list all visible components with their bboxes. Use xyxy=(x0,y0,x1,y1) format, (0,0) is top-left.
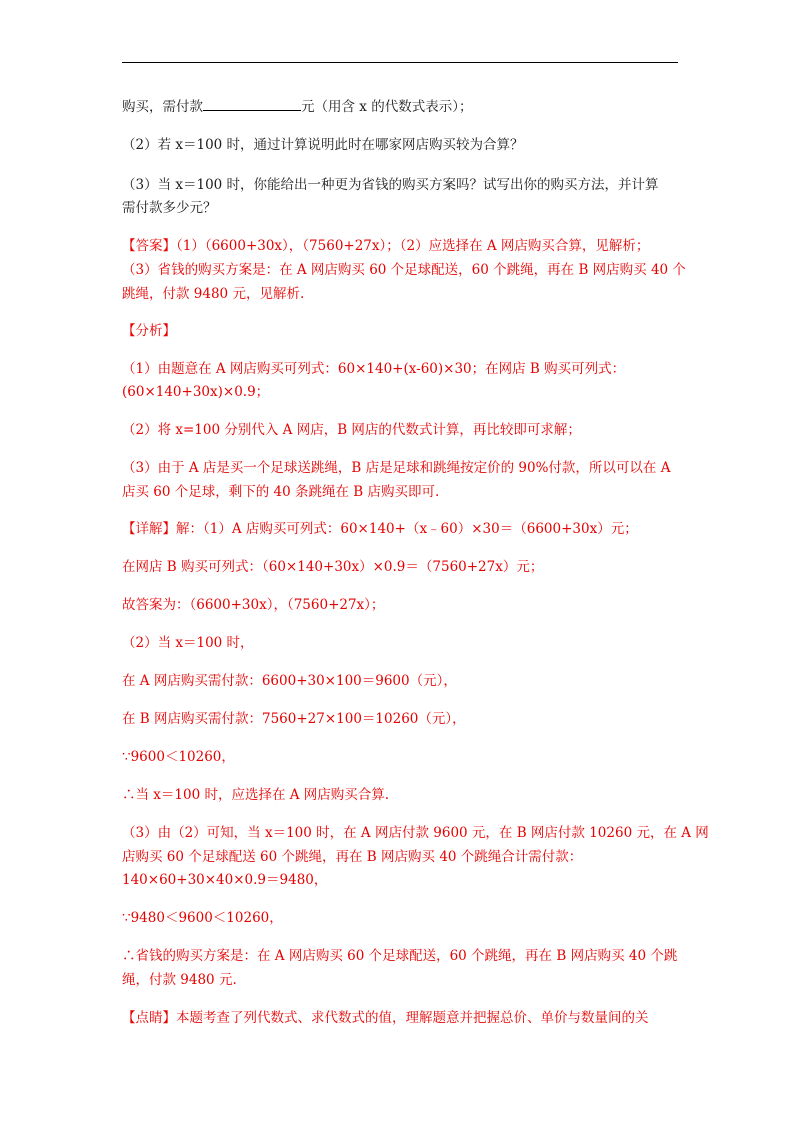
detail-line-4: （2）当 x＝100 时， xyxy=(122,635,254,651)
question-3-line-2: 需付款多少元？ xyxy=(122,200,217,216)
answer-blank xyxy=(203,98,301,111)
comment-line: 【点睛】本题考查了列代数式、求代数式的值，理解题意并把握总价、单价与数量间的关 xyxy=(122,1010,649,1026)
detail-line-1: 【详解】解：（1）A 店购买可列式：60×140+（x﹣60）×30＝（6600+30x）元； xyxy=(122,521,638,537)
answer-line-2: （3）省钱的购买方案是：在 A 网店购买 60 个足球配送，60 个跳绳，再在 B 网店购买 40 个 xyxy=(122,262,686,278)
detail-line-7: ∵9600＜10260， xyxy=(122,749,235,765)
detail-line-6: 在 B 网店购买需付款：7560+27×100＝10260（元）， xyxy=(122,711,466,727)
detail-line-10: 店购买 60 个足球配送 60 个跳绳，再在 B 网店购买 40 个跳绳合计需付款： xyxy=(122,849,583,865)
question-1-line xyxy=(122,98,472,116)
question-2: （2）若 x＝100 时，通过计算说明此时在哪家网店购买较为合算？ xyxy=(122,137,524,153)
detail-line-12: ∵9480＜9600＜10260， xyxy=(122,910,283,926)
analysis-p2: （2）将 x=100 分别代入 A 网店，B 网店的代数式计算，再比较即可求解； xyxy=(122,422,581,438)
detail-line-5: 在 A 网店购买需付款：6600+30×100＝9600（元）， xyxy=(122,673,457,689)
detail-line-14: 绳，付款 9480 元. xyxy=(122,972,237,988)
question-1-prefix: 购买，需付款 xyxy=(122,99,203,115)
analysis-title: 【分析】 xyxy=(122,323,176,339)
question-1-suffix: 元（用含 x 的代数式表示）； xyxy=(301,99,473,115)
detail-line-2: 在网店 B 购买可列式：（60×140+30x）×0.9＝（7560+27x）元； xyxy=(122,559,544,575)
header-rule xyxy=(122,62,678,63)
detail-line-3: 故答案为：（6600+30x），（7560+27x）； xyxy=(122,597,385,613)
detail-line-11: 140×60+30×40×0.9＝9480， xyxy=(122,872,328,888)
analysis-p3-line-2: 店买 60 个足球，剩下的 40 条跳绳在 B 店购买即可. xyxy=(122,484,440,500)
answer-line-1: 【答案】（1）（6600+30x），（7560+27x）；（2）应选择在 A 网店购买合算，见解析； xyxy=(122,238,650,254)
detail-line-8: ∴当 x＝100 时，应选择在 A 网店购买合算. xyxy=(122,787,390,803)
detail-line-13: ∴省钱的购买方案是：在 A 网店购买 60 个足球配送，60 个跳绳，再在 B 网店购买 40 个跳 xyxy=(122,948,678,964)
analysis-p1-line-2: (60×140+30x)×0.9； xyxy=(122,384,270,400)
analysis-p1-line-1: （1）由题意在 A 网店购买可列式：60×140+(x-60)×30；在网店 B 购买可列式： xyxy=(122,361,626,377)
detail-line-9: （3）由（2）可知，当 x＝100 时，在 A 网店付款 9600 元，在 B 网店付款 10260 元，在 A 网 xyxy=(122,825,709,841)
answer-line-3: 跳绳，付款 9480 元，见解析. xyxy=(122,286,305,302)
analysis-p3-line-1: （3）由于 A 店是买一个足球送跳绳，B 店是足球和跳绳按定价的 90%付款，所以可以在 A xyxy=(122,460,671,476)
question-3-line-1: （3）当 x＝100 时，你能给出一种更为省钱的购买方案吗？试写出你的购买方法，并计算 xyxy=(122,177,659,193)
